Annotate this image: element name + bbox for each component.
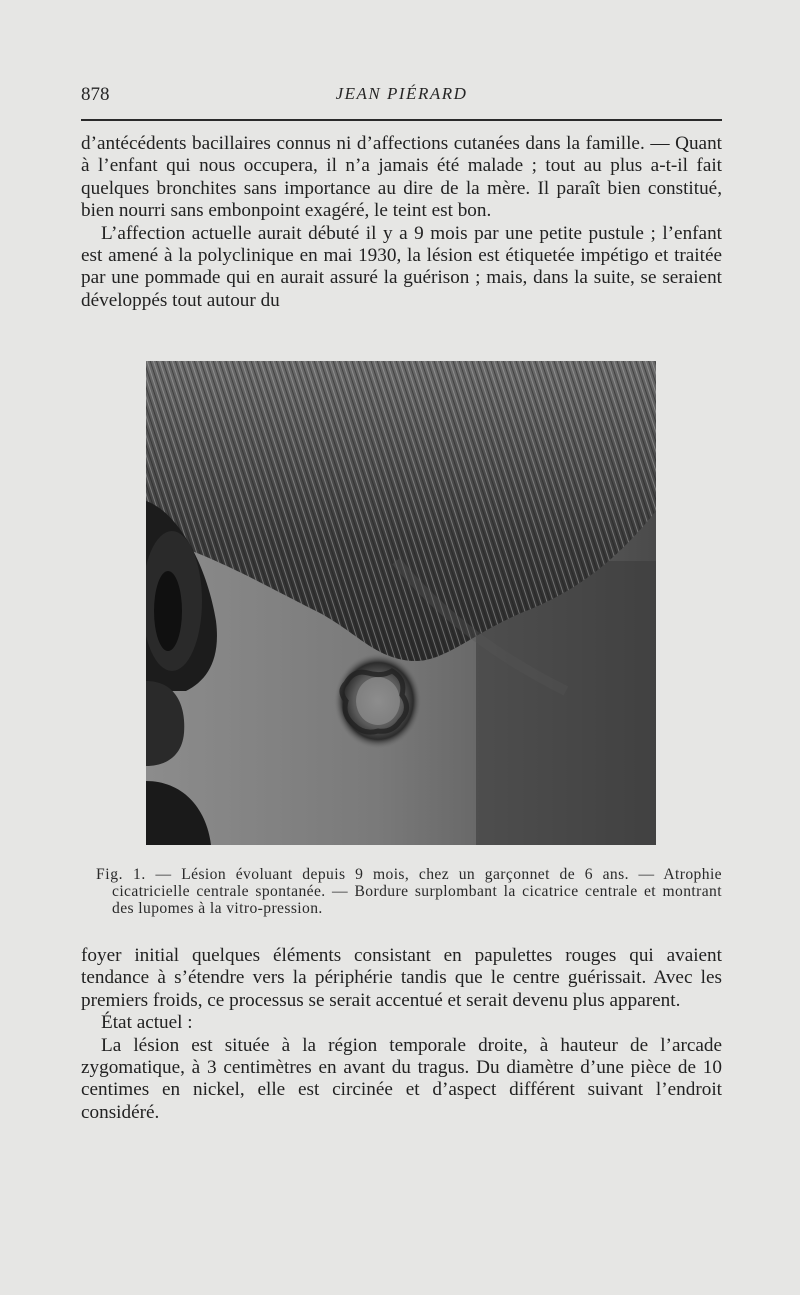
photo-lesion-temple — [146, 361, 656, 845]
paragraph: d’antécédents bacillaires connus ni d’affections cutanées dans la famille. — Quant à l’enfant qui nous occupera, il n’a jamais été malade ; tout au plus a-t-il fait quelques bronchites sans importance au dire de la mère. Il paraît bien constitué, bien nourri sans embonpoint exagéré, le teint est bon. — [81, 133, 722, 222]
figure-caption — [96, 866, 722, 917]
paragraph: foyer initial quelques éléments consistant en papulettes rouges qui avaient tendance à s’étendre vers la périphérie tandis que le centre guérissait. Avec les premiers froids, ce processus se serait accentué et serait devenu plus apparent. — [81, 945, 722, 1011]
running-head: JEAN PIÉRARD — [335, 84, 468, 103]
page-number: 878 — [81, 84, 110, 105]
figure-label: Fig. 1. — [96, 866, 146, 883]
paragraph: La lésion est située à la région temporale droite, à hauteur de l’arcade zygomatique, à 3 centimètres en avant du tragus. Du diamètre d’une pièce de 10 centimes en nickel, elle est circinée et d’aspect différent suivant l’endroit considéré. — [81, 1034, 722, 1123]
page-header — [81, 84, 722, 108]
paragraph: L’affection actuelle aurait débuté il y a 9 mois par une petite pustule ; l’enfant est amené à la polyclinique en mai 1930, la lésion est étiquetée impétigo et traitée par une pommade qui en aurait assuré la guérison ; mais, dans la suite, se seraient développés tout autour du — [81, 222, 722, 311]
section-heading: État actuel : — [101, 1012, 193, 1034]
figure-photo — [146, 361, 656, 845]
body-text-top — [81, 133, 722, 312]
figure-caption-text: — Lésion évoluant depuis 9 mois, chez un garçonnet de 6 ans. — Atrophie cicatricielle centrale spontanée. — Bordure surplombant la cicatrice centrale et montrant des lupomes à la vitro-pression. — [112, 866, 722, 917]
body-text-bottom — [81, 945, 722, 1124]
header-rule — [81, 119, 722, 121]
